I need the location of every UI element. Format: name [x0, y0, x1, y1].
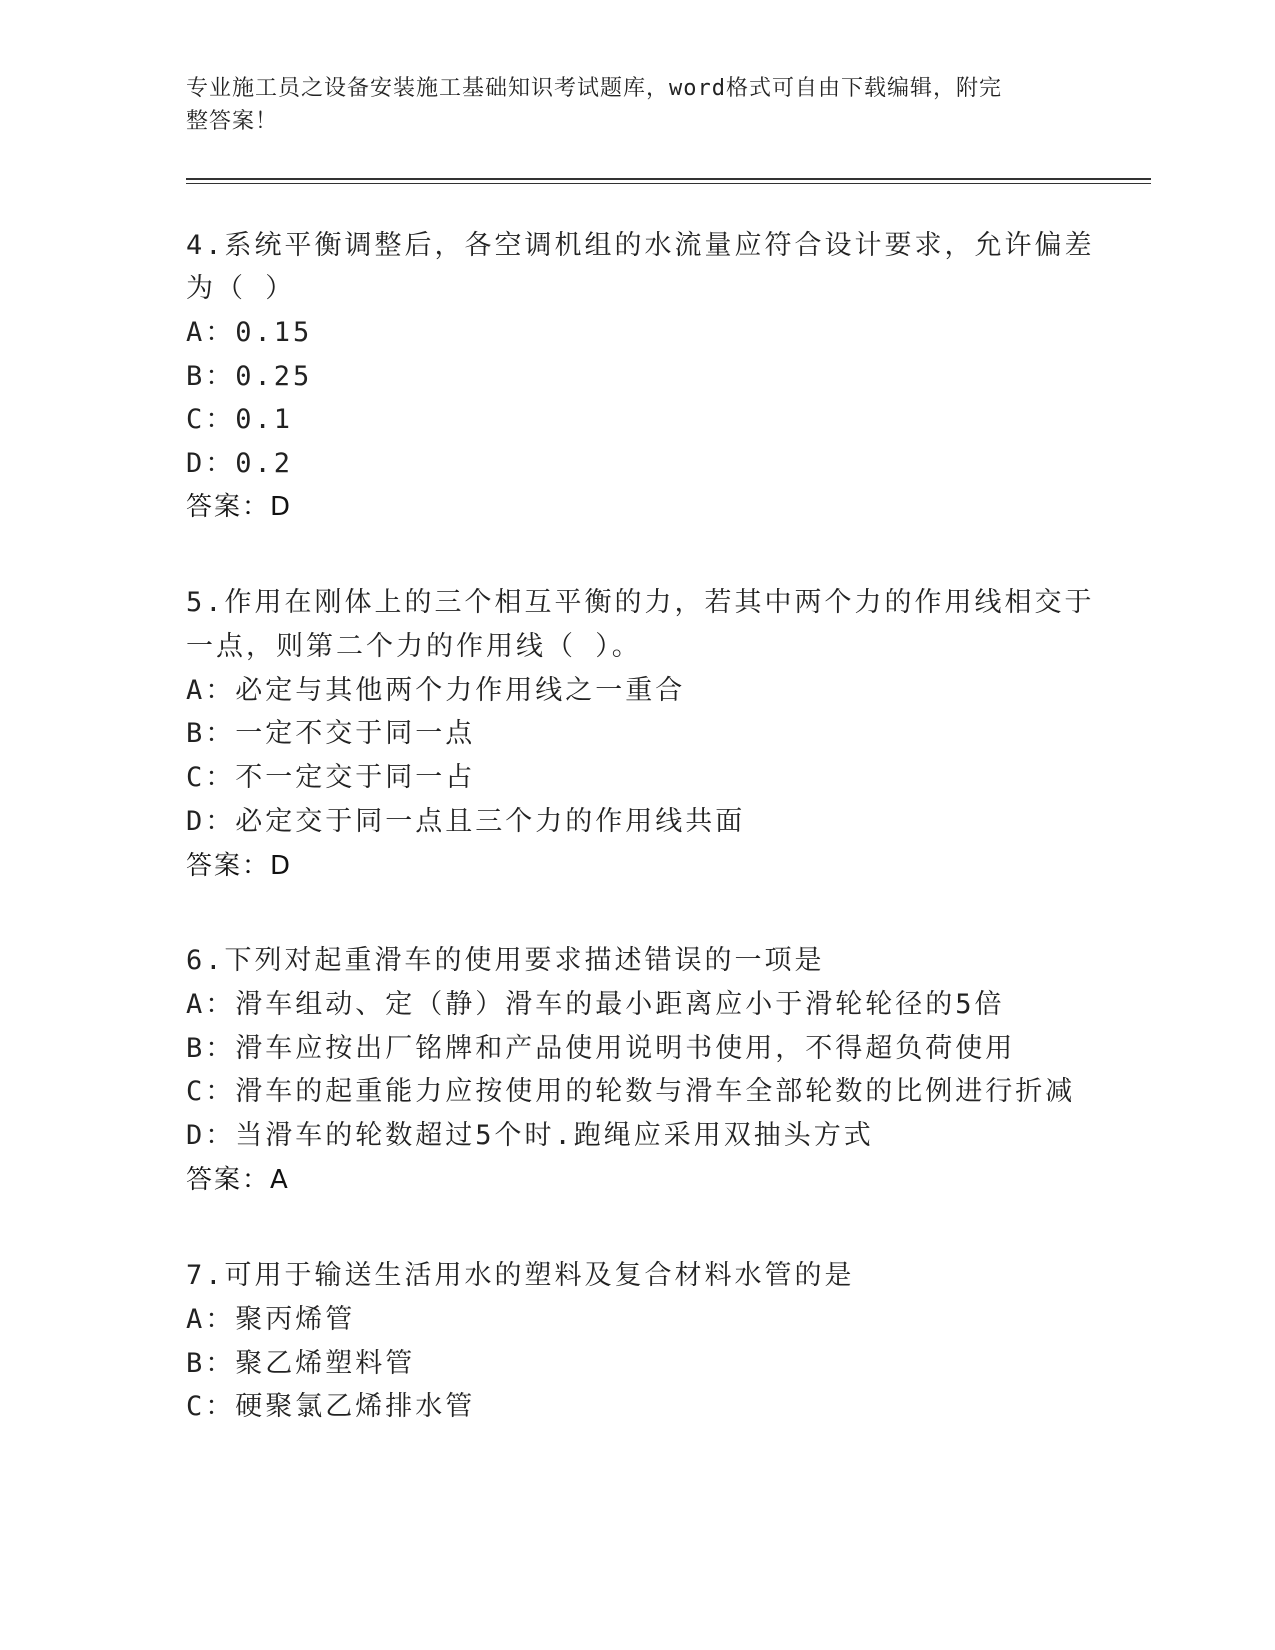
- question-6-option-c: C：滑车的起重能力应按使用的轮数与滑车全部轮数的比例进行折减: [186, 1076, 1076, 1107]
- answer-label: 答案：: [186, 851, 271, 881]
- question-4-stem-line-1: 4.系统平衡调整后，各空调机组的水流量应符合设计要求，允许偏差: [186, 230, 1095, 261]
- answer-value: D: [270, 492, 292, 522]
- header-line-1: 专业施工员之设备安装施工基础知识考试题库，word格式可自由下载编辑，附完: [186, 76, 1002, 101]
- question-5-option-a: A：必定与其他两个力作用线之一重合: [186, 675, 686, 706]
- question-7-option-a: A：聚丙烯管: [186, 1304, 356, 1335]
- question-4-option-b: B：0.25: [186, 361, 313, 392]
- question-4-stem-line-2: 为（ ）: [186, 273, 296, 304]
- question-6-answer: [186, 1163, 289, 1197]
- question-5-stem-line-1: 5.作用在刚体上的三个相互平衡的力，若其中两个力的作用线相交于: [186, 587, 1095, 618]
- answer-label: 答案：: [186, 492, 271, 522]
- question-7-stem-line-1: 7.可用于输送生活用水的塑料及复合材料水管的是: [186, 1260, 855, 1291]
- question-4-option-d: D：0.2: [186, 448, 294, 479]
- question-6-option-d: D：当滑车的轮数超过5个时.跑绳应采用双抽头方式: [186, 1120, 874, 1151]
- question-5-option-d: D：必定交于同一点且三个力的作用线共面: [186, 806, 746, 837]
- question-5-option-c: C：不一定交于同一占: [186, 762, 476, 793]
- question-7-option-c: C：硬聚氯乙烯排水管: [186, 1391, 476, 1422]
- answer-value: A: [270, 1165, 289, 1195]
- question-6-stem-line-1: 6.下列对起重滑车的使用要求描述错误的一项是: [186, 945, 825, 976]
- question-4-option-c: C：0.1: [186, 404, 294, 435]
- question-6-option-b: B：滑车应按出厂铭牌和产品使用说明书使用，不得超负荷使用: [186, 1033, 1016, 1064]
- question-7-option-b: B：聚乙烯塑料管: [186, 1348, 416, 1379]
- document-header: [186, 72, 1056, 138]
- answer-label: 答案：: [186, 1165, 271, 1195]
- header-line-2: 整答案！: [186, 109, 279, 134]
- answer-value: D: [270, 851, 292, 881]
- question-4-answer: [186, 490, 291, 524]
- header-divider-thick: [186, 178, 1151, 180]
- question-4-option-a: A：0.15: [186, 317, 313, 348]
- question-5-answer: [186, 849, 291, 883]
- question-6-option-a: A：滑车组动、定（静）滑车的最小距离应小于滑轮轮径的5倍: [186, 989, 1005, 1020]
- question-5-option-b: B：一定不交于同一点: [186, 718, 476, 749]
- header-divider-thin: [186, 183, 1151, 184]
- question-5-stem-line-2: 一点，则第二个力的作用线（ ）。: [186, 631, 642, 662]
